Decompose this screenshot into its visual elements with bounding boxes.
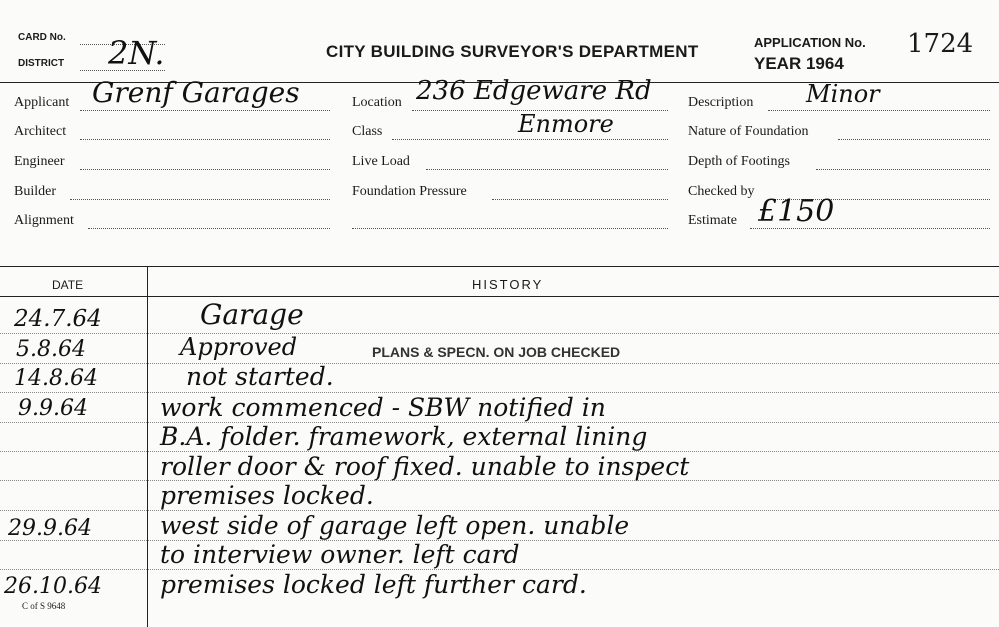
district-label: DISTRICT <box>18 58 65 69</box>
department-title: CITY BUILDING SURVEYOR'S DEPARTMENT <box>326 42 699 61</box>
date-column-header: DATE <box>52 278 84 292</box>
depth-of-footings-line <box>816 169 990 170</box>
foundation-pressure-line <box>492 199 668 200</box>
entry-text: west side of garage left open. unable <box>160 511 630 540</box>
entry-text: Approved <box>180 333 298 361</box>
class-value: Enmore <box>518 110 614 138</box>
class-label: Class <box>352 124 383 139</box>
estimate-value: £150 <box>758 194 835 229</box>
depth-of-footings-label: Depth of Footings <box>688 154 790 169</box>
builder-label: Builder <box>14 184 56 199</box>
district-value: 2N. <box>108 34 165 72</box>
foundation-pressure-label: Foundation Pressure <box>352 184 467 199</box>
history-column-header: HISTORY <box>472 277 544 292</box>
entry-text: work commenced - SBW notified in <box>160 393 606 422</box>
live-load-label: Live Load <box>352 154 410 169</box>
checked-by-label: Checked by <box>688 184 755 199</box>
entry-date: 29.9.64 <box>8 516 92 541</box>
application-label: APPLICATION No. <box>754 35 866 50</box>
entry-date: 9.9.64 <box>18 396 88 421</box>
row-rule <box>0 333 999 334</box>
card-no-label: CARD No. <box>18 32 66 43</box>
checked-stamp: PLANS & SPECN. ON JOB CHECKED <box>372 344 621 360</box>
applicant-label: Applicant <box>14 95 70 110</box>
entry-date: 24.7.64 <box>14 306 102 332</box>
alignment-line <box>88 228 330 229</box>
applicant-value: Grenf Garages <box>92 76 300 109</box>
nature-of-foundation-label: Nature of Foundation <box>688 124 809 139</box>
live-load-line <box>426 169 668 170</box>
entry-date: 5.8.64 <box>16 337 86 362</box>
description-value: Minor <box>806 80 880 108</box>
entry-text: premises locked. <box>160 481 374 510</box>
entry-text: Garage <box>200 298 304 331</box>
history-header-rule <box>0 296 999 297</box>
alignment-label: Alignment <box>14 213 74 228</box>
location-label: Location <box>352 95 402 110</box>
row-rule <box>0 363 999 364</box>
entry-text: not started. <box>186 362 334 391</box>
builder-line <box>70 199 330 200</box>
engineer-line <box>80 169 330 170</box>
estimate-label: Estimate <box>688 213 737 228</box>
entry-date: 14.8.64 <box>14 366 98 391</box>
location-value: 236 Edgeware Rd <box>416 76 652 106</box>
entry-text: roller door & roof fixed. unable to inspect <box>160 452 690 481</box>
nature-of-foundation-line <box>838 139 990 140</box>
description-label: Description <box>688 95 754 110</box>
applicant-line <box>80 110 330 111</box>
architect-label: Architect <box>14 124 67 139</box>
entry-date: 26.10.64 <box>4 574 102 599</box>
entry-text: B.A. folder. framework, external lining <box>160 422 648 451</box>
entry-text: premises locked left further card. <box>160 570 587 599</box>
engineer-label: Engineer <box>14 154 65 169</box>
year-label: YEAR 1964 <box>754 54 844 73</box>
class-line <box>392 139 668 140</box>
application-number: 1724 <box>907 29 974 59</box>
column2-blank-line <box>352 228 668 229</box>
description-line <box>768 110 990 111</box>
form-code: C of S 9648 <box>22 601 66 611</box>
entry-text: to interview owner. left card <box>160 540 520 569</box>
architect-line <box>80 139 330 140</box>
history-top-rule <box>0 266 999 267</box>
date-history-divider <box>147 266 148 627</box>
